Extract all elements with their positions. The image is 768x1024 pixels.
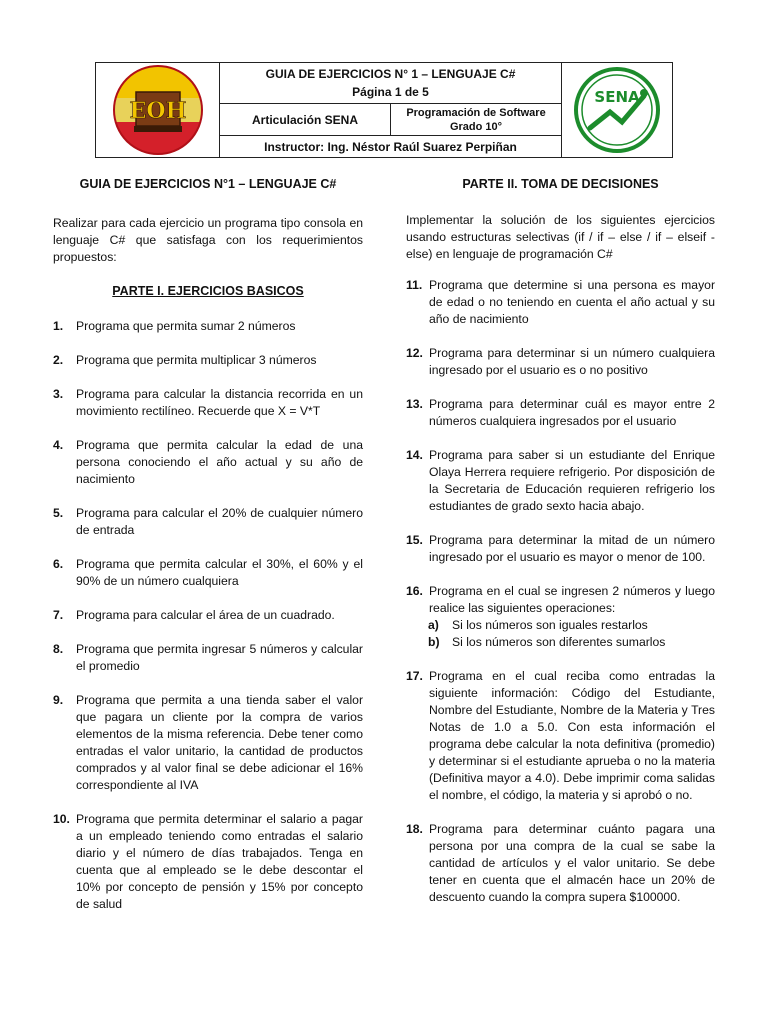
sena-logo-cell: [561, 63, 672, 157]
exercise-number: 10.: [53, 812, 70, 826]
exercise-item: [53, 437, 363, 488]
exercise-number: 9.: [53, 693, 64, 707]
header-title: GUIA DE EJERCICIOS N° 1 – LENGUAJE C#: [265, 67, 516, 82]
exercise-number: 7.: [53, 608, 64, 622]
right-column: [406, 170, 715, 906]
right-exercise-list: [406, 277, 715, 906]
sub-item: [406, 634, 715, 651]
exercise-item: [53, 811, 363, 913]
exercise-number: 11.: [406, 278, 423, 292]
sub-item-text: Si los números son diferentes sumarlos: [452, 635, 666, 649]
sub-item-text: Si los números son iguales restarlos: [452, 618, 648, 632]
school-logo-icon: [112, 64, 204, 156]
exercise-text: Programa en el cual reciba como entradas la siguiente información: Código del Estudiante, Nombre del Estudiante, Nombre de la Materia y Tres Notas de 1.0 a 5.0. Con esta información el programa debe calcular la nota definitiva (promedio) y determinar si el estudiante aprueba o no la materia (Definitiva mayor a 4.0). Debe imprimir coma salidas el nombre, el código, la materia y si aprobó o no.: [429, 669, 715, 802]
school-logo-cell: [96, 63, 220, 157]
exercise-text: Programa que permita calcular el 30%, el 60% y el 90% de un número cualquiera: [76, 557, 363, 588]
exercise-text: Programa para determinar la mitad de un número ingresado por el usuario es mayor o menor de 100.: [429, 533, 715, 564]
exercise-item: [53, 386, 363, 420]
left-column: [53, 170, 363, 913]
exercise-text: Programa que permita determinar el salario a pagar a un empleado teniendo como entradas el salario diario y el número de días trabajados. Tenga en cuenta que al empleado se le debe descontar el 10% por concepto de pensión y 15% por concepto de salud: [76, 812, 363, 911]
exercise-text: Programa para saber si un estudiante del Enrique Olaya Herrera requiere refrigerio. Por disposición de la Secretaria de Educación requieren refrigerio los estudiantes de grado sexto hacia abajo.: [429, 448, 715, 513]
svg-text:EOH: EOH: [129, 98, 186, 124]
exercise-text: Programa que permita calcular la edad de una persona conociendo el año actual y su año de nacimiento: [76, 438, 363, 486]
left-exercise-list: [53, 318, 363, 913]
exercise-item: [406, 532, 715, 566]
exercise-text: Programa para calcular el 20% de cualquier número de entrada: [76, 506, 363, 537]
exercise-text: Programa en el cual se ingresen 2 números y luego realice las siguientes operaciones:: [429, 584, 715, 615]
exercise-number: 15.: [406, 533, 423, 547]
exercise-text: Programa que permita ingresar 5 números y calcular el promedio: [76, 642, 363, 673]
exercise-item: [406, 396, 715, 430]
exercise-item: [53, 318, 363, 335]
exercise-item: [406, 583, 715, 617]
exercise-item: [406, 668, 715, 804]
exercise-number: 2.: [53, 353, 64, 367]
part1-title: PARTE I. EJERCICIOS BASICOS: [112, 284, 304, 298]
header-page: Página 1 de 5: [352, 85, 429, 100]
exercise-text: Programa para calcular el área de un cuadrado.: [76, 608, 335, 622]
header-articulacion: Articulación SENA: [220, 104, 391, 135]
exercise-number: 1.: [53, 319, 64, 333]
exercise-number: 8.: [53, 642, 64, 656]
header-instructor: Instructor: Ing. Néstor Raúl Suarez Perpiñan: [264, 139, 517, 154]
left-intro: Realizar para cada ejercicio un programa tipo consola en lenguaje C# que satisfaga con los requerimientos propuestos:: [53, 216, 363, 264]
sub-item-letter: a): [428, 618, 439, 632]
header-program-line2: Grado 10°: [449, 120, 503, 133]
exercise-number: 6.: [53, 557, 64, 571]
exercise-item: [53, 352, 363, 369]
exercise-number: 16.: [406, 584, 423, 598]
exercise-number: 14.: [406, 448, 423, 462]
exercise-number: 12.: [406, 346, 423, 360]
header-center: [220, 63, 561, 157]
exercise-text: Programa que permita sumar 2 números: [76, 319, 296, 333]
header-program-line1: Programación de Software: [406, 106, 546, 119]
right-title: PARTE II. TOMA DE DECISIONES: [462, 177, 659, 191]
header-info-row: [220, 104, 561, 136]
exercise-number: 13.: [406, 397, 423, 411]
exercise-item: [406, 345, 715, 379]
exercise-text: Programa para determinar cuál es mayor entre 2 números cualquiera ingresados por el usuario: [429, 397, 715, 428]
header-program: [391, 104, 561, 135]
sub-item-letter: b): [428, 635, 440, 649]
exercise-item: [53, 641, 363, 675]
exercise-text: Programa que permita multiplicar 3 números: [76, 353, 317, 367]
exercise-number: 3.: [53, 387, 64, 401]
exercise-number: 18.: [406, 822, 423, 836]
svg-text:SENA: SENA: [594, 88, 640, 106]
exercise-item: [406, 821, 715, 906]
exercise-number: 17.: [406, 669, 423, 683]
sub-item: [406, 617, 715, 634]
exercise-text: Programa para determinar cuánto pagara una persona por una compra de la cual se sabe la cantidad de artículos y el valor unitario. Se debe tener en cuenta que el almacén hace un 20% de descuento cuando la compra supera $100000.: [429, 822, 715, 904]
exercise-item: [53, 692, 363, 794]
exercise-item: [406, 277, 715, 328]
document-header: [95, 62, 673, 158]
exercise-number: 5.: [53, 506, 64, 520]
exercise-text: Programa que permita a una tienda saber el valor que pagara un cliente por la compra de varios elementos de la misma referencia. Debe tener como entradas el valor unitario, la cantidad de productos comprados y al valor final se debe adicionar el 16% correspondiente al IVA: [76, 693, 363, 792]
exercise-number: 4.: [53, 438, 64, 452]
exercise-text: Programa que determine si una persona es mayor de edad o no teniendo en cuenta el año actual y su año de nacimiento: [429, 278, 715, 326]
exercise-text: Programa para determinar si un número cualquiera ingresado por el usuario es o no positivo: [429, 346, 715, 377]
left-title: GUIA DE EJERCICIOS N°1 – LENGUAJE C#: [79, 177, 337, 191]
exercise-item: [406, 447, 715, 515]
sena-logo-icon: [570, 66, 664, 154]
exercise-item: [53, 607, 363, 624]
exercise-item: [53, 505, 363, 539]
exercise-item: [53, 556, 363, 590]
exercise-text: Programa para calcular la distancia recorrida en un movimiento rectilíneo. Recuerde que X = V*T: [76, 387, 363, 418]
header-title-row: [220, 63, 561, 104]
right-intro: Implementar la solución de los siguientes ejercicios usando estructuras selectivas (if / if – else / if – elseif - else) en lenguaje de programación C#: [406, 213, 715, 261]
